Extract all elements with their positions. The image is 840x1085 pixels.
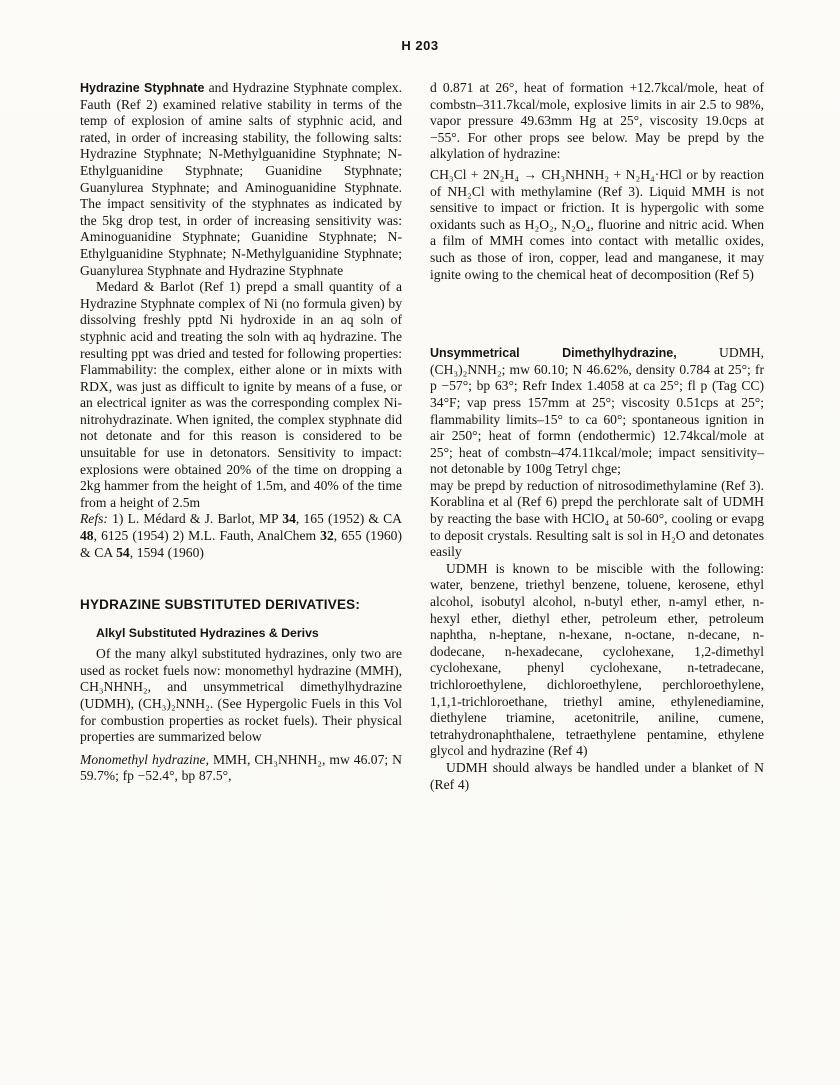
paragraph-monomethyl-hydrazine	[80, 752, 402, 785]
section-heading-hydrazine-substituted-derivatives: HYDRAZINE SUBSTITUTED DERIVATIVES:	[80, 597, 361, 613]
text-segment: and Hydrazine Styphnate complex. Fauth (Ref 2) examined relative stability in terms of the temp of explosion of amine salts of styphnic acid, and rated, in order of increasing stability, the following salts: Hydrazine Styphnate; N-Methylguanidine Styphnate; N-Ethylguanidine Styphnate; Guanidine Styphnate; Guanylurea Styphnate; and Aminoguanidine Styphnate. The impact sensitivity of the styphnates as indicated by the 5kg drop test, in order of increasing sensitivity was: Aminoguanidine Styphnate; Guanidine Styphnate; N-Ethylguanidine Styphnate; N-Methylguanidine Styphnate; Guanylurea Styphnate and Hydrazine Styphnate	[80, 80, 402, 278]
text-segment: 34	[282, 511, 296, 527]
text-segment: , 6125 (1954) 2) M.L. Fauth, AnalChem	[93, 528, 321, 544]
text-segment: , 165 (1952) & CA	[295, 511, 402, 527]
text-segment: Hydrazine Styphnate	[80, 81, 205, 95]
text-segment: 32	[320, 528, 334, 544]
paragraph-udmh-miscibility: UDMH is known to be miscible with the following: water, benzene, triethyl benzene, toluene, kerosene, ethyl alcohol, isobutyl alcohol, n-butyl ether, n-amyl ether, n-hexyl ether, diethyl ether, petroleum ether, petroleum naphtha, n-heptane, n-hexane, n-octane, n-decane, n-dodecane, n-hexadecane, cyclohexane, 1,2-dimethyl cyclohexane, phenyl cyclohexane, n-tetradecane, trichloroethylene, dichloroethylene, perchloroethylene, 1,1,1-trichloroethane, triethyl amine, ethylenediamine, diethylene triamine, acetonitrile, aniline, cumene, tetrahydronaphthalene, tetraethylene pentamine, ethylene glycol and hydrazine (Ref 4)	[430, 560, 764, 759]
paragraph-udmh-handling: UDMH should always be handled under a blanket of N (Ref 4)	[430, 759, 764, 792]
text-segment: 48	[80, 528, 94, 544]
text-segment: Monomethyl hydrazine,	[80, 751, 209, 767]
paragraph-alkyl-intro: Of the many alkyl substituted hydrazines, only two are used as rocket fuels now: monomethyl hydrazine (MMH), CH₃NHNH₂, and unsymmetrical dimethylhydrazine (UDMH), (CH₃)₂NNH₂. (See Hypergolic Fuels in this Vol for combustion properties as rocket fuels). Their physical properties are summarized below	[80, 646, 402, 745]
paragraph-mmh-reaction: CH₃Cl + 2N₂H₄ → CH₃NHNH₂ + N₂H₄·HCl or by reaction of NH₂Cl with methylamine (Ref 3). Liquid MMH is not sensitive to impact or friction. It is hypergolic with some oxidants such as H₂O₂, N₂O₄, fluorine and nitric acid. When a film of MMH comes into contact with metallic oxides, such as those of iron, copper, lead and manganese, it may ignite owing to the chemical heat of decomposition (Ref 5)	[430, 166, 764, 282]
page-number: H 203	[401, 38, 439, 53]
text-segment: , 655 (1960) & CA	[80, 528, 402, 560]
text-segment: , 1594 (1960)	[129, 544, 204, 560]
text-segment: Unsymmetrical Dimethylhydrazine,	[430, 346, 677, 361]
paragraph-medard-barlot: Medard & Barlot (Ref 1) prepd a small quantity of a Hydrazine Styphnate complex of Ni (no formula given) by dissolving freshly pptd Ni hydroxide in an aq soln of styphnic acid and treating the soln with aq hydrazine. The resulting ppt was dried and tested for following properties: Flammability: the complex, either alone or in mixts with RDX, was just as difficult to ignite by means of a fuse, or an electrical igniter as was the corresponding complex Ni-nitrohydrazinate. When ignited, the complex styphnate did not detonate and for this reason is considered to be unsuitable for use in detonators. Sensitivity to impact: explosions were obtained 20% of the time on dropping a 2kg hammer from the height of 1.5m, and 40% of the time from a height of 2.5m	[80, 279, 402, 510]
paragraph-udmh-properties	[430, 345, 764, 478]
paragraph-mmh-properties: d 0.871 at 26°, heat of formation +12.7kcal/mole, heat of combstn–311.7kcal/mole, explosive limits in air 2.5 to 98%, vapor pressure 49.63mm Hg at 25°, viscosity 19.0cps at −55°. For other props see below. May be prepd by the alkylation of hydrazine:	[430, 80, 764, 162]
paragraph-hydrazine-styphnate	[80, 80, 402, 279]
two-column-layout	[80, 80, 764, 793]
right-column	[430, 80, 764, 793]
text-segment: 1) L. Médard & J. Barlot, MP	[107, 511, 283, 527]
left-column	[80, 80, 402, 793]
text-segment: 54	[116, 544, 130, 560]
text-segment: Refs:	[80, 511, 108, 527]
paragraph-references	[80, 511, 402, 561]
text-segment: MMH, CH₃NHNH₂, mw 46.07; N 59.7%; fp −52.4°, bp 87.5°,	[80, 751, 402, 784]
subsection-heading-alkyl-substituted-hydrazines: Alkyl Substituted Hydrazines & Derivs	[96, 626, 319, 641]
paragraph-udmh-preparation: may be prepd by reduction of nitrosodimethylamine (Ref 3). Korablina et al (Ref 6) prepd the perchlorate salt of UDMH by reacting the base with HClO₄ at 50-60°, cooling or evapg to deposit crystals. Resulting salt is sol in H₂O and detonates easily	[430, 477, 764, 560]
text-segment: UDMH, (CH₃)₂NNH₂; mw 60.10; N 46.62%, density 0.784 at 25°; fr p −57°; bp 63°; Refr Index 1.4058 at ca 25°; fl p (Tag CC) 34°F; vap press 157mm at 25°; viscosity 0.51cps at 25°; flammability limits–15° to ca 60°; spontaneous ignition in air 250°; heat of formn (endothermic) 12.74kcal/mole at 25°; heat of combstn–474.11kcal/mole; impact sensitivity–not detonable by 100g Tetryl chge;	[430, 345, 764, 477]
